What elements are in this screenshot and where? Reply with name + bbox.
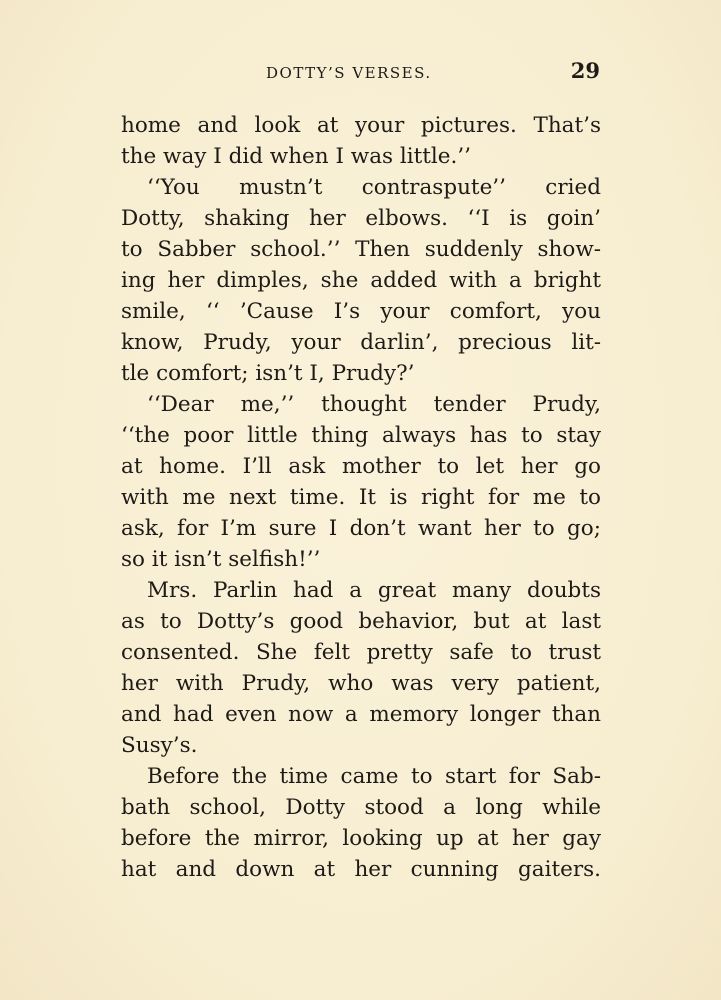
- text-line: and had even now a memory longer than: [121, 702, 601, 727]
- page-number: 29: [570, 58, 600, 83]
- text-line: so it isn’t selfish!’’: [121, 547, 321, 572]
- text-line: Mrs. Parlin had a great many doubts: [147, 578, 601, 603]
- text-line: with me next time. It is right for me to: [121, 485, 601, 510]
- page-header: [120, 58, 600, 88]
- text-line: home and look at your pictures. That’s: [121, 113, 601, 138]
- text-line: ask, for I’m sure I don’t want her to go;: [121, 516, 601, 541]
- text-line: ing her dimples, she added with a bright: [121, 268, 601, 293]
- text-line: her with Prudy, who was very patient,: [121, 671, 601, 696]
- text-line: bath school, Dotty stood a long while: [121, 795, 601, 820]
- text-line: before the mirror, looking up at her gay: [121, 826, 601, 851]
- text-line: as to Dotty’s good behavior, but at last: [121, 609, 601, 634]
- text-line: smile, ‘‘ ’Cause I’s your comfort, you: [121, 299, 601, 324]
- text-line: ‘‘Dear me,’’ thought tender Prudy,: [147, 392, 601, 417]
- text-line: Before the time came to start for Sab-: [147, 764, 601, 789]
- text-line: to Sabber school.’’ Then suddenly show-: [121, 237, 601, 262]
- running-head: DOTTY’S VERSES.: [266, 64, 432, 82]
- text-line: hat and down at her cunning gaiters.: [121, 857, 601, 882]
- text-line: at home. I’ll ask mother to let her go: [121, 454, 601, 479]
- text-line: the way I did when I was little.’’: [121, 144, 472, 169]
- text-line: tle comfort; isn’t I, Prudy?’: [121, 361, 415, 386]
- text-line: know, Prudy, your darlin’, precious lit-: [121, 330, 601, 355]
- text-line: ‘‘the poor little thing always has to stay: [121, 423, 601, 448]
- text-line: Dotty, shaking her elbows. ‘‘I is goin’: [121, 206, 601, 231]
- body-text: [121, 110, 601, 885]
- text-line: Susy’s.: [121, 733, 198, 758]
- text-line: ‘‘You mustn’t contraspute’’ cried: [147, 175, 601, 200]
- text-line: consented. She felt pretty safe to trust: [121, 640, 601, 665]
